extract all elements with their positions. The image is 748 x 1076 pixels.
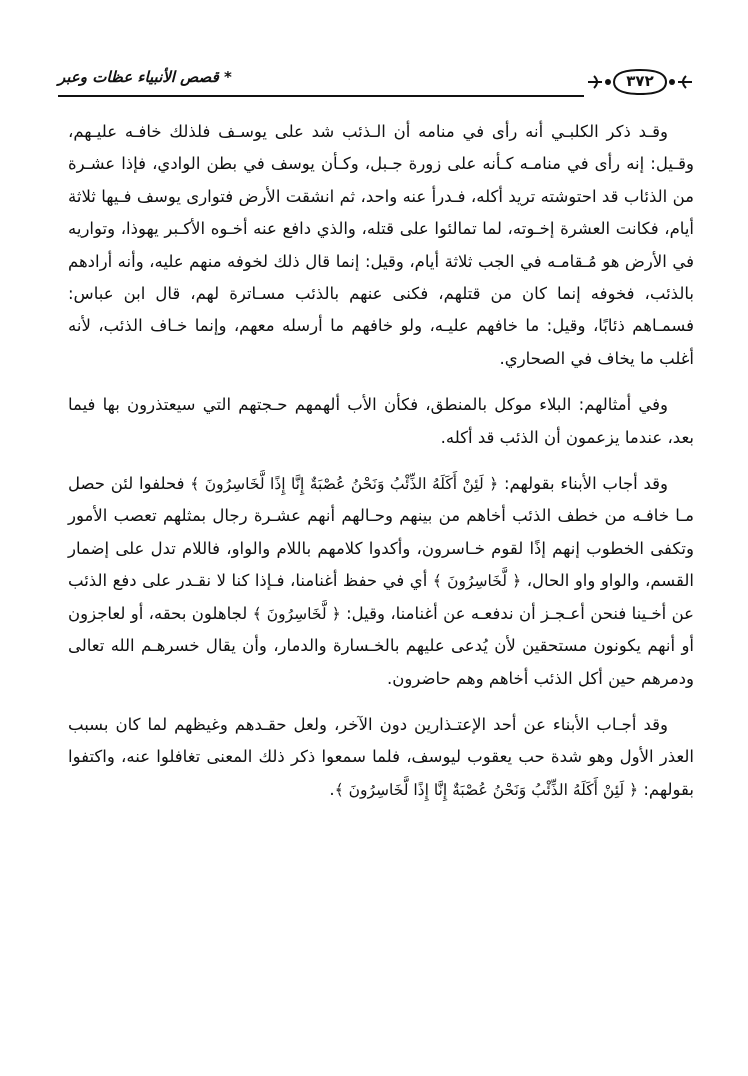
paragraph-text: وفي أمثالهم: البلاء موكل بالمنطق، فكأن الأب ألهمهم حـجتهم التي سيعتذرون بها فيما بعد، عندما يزعمون أن الذئب قد أكله. (68, 395, 694, 447)
quran-verse: ﴿ لَّخَاسِرُونَ ﴾ (432, 572, 522, 591)
paragraph-text: وقد أجـاب الأبناء عن أحد الإعتـذارين دون الآخر، ولعل حقـدهم وغيظهم لما كان بسبب العذر الأول وهو شدة حب يعقوب ليوسف، فلما سمعوا ذكر ذلك المعنى تغافلوا عنه، واكتفوا بقولهم: (68, 714, 694, 799)
running-title: * قصص الأنبياء عظات وعبر (58, 68, 232, 86)
paragraph-text: فحلفوا لئن حصل مـا خافـه من خطف الذئب أخاهم من بينهم وحـالهم أنهم عشـرة رجال بمثلهم تعصب الأمور وتكفى الخطوب إنهم إذًا لقوم خـاسرون، وأكدوا كلامهم باللام والواو، فاللام تدل على إضمار القسم، والواو واو الحال، (68, 474, 694, 591)
header-rule (58, 95, 584, 97)
paragraph-text: وقـد ذكر الكلبـي أنه رأى في منامه أن الـذئب شد على يوسـف فلذلك خافـه عليـهم، وقـيل: إنه رأى في منامـه كـأنه على زورة جـبل، وكـأن يوسف في بطن الوادي، فإذا عشـرة من الذئاب قد احتوشته تريد أكله، فـدرأ عنه واحد، ثم انشقت الأرض فتوارى يوسف فـيها ثلاثة أيام، فكانت العشرة إخـوته، لما تمالئوا على قتله، والذي دافع عنه أخـوه الأكـبر يهوذا، وتواريه في الأرض هو مُـقامـه في الجب ثلاثة أيام، وقيل: إنما قال ذلك لخوفه منهم عليه، وأنه أرادهم بالذئب، فخوفه إنما كان من قتلهم، فكنى عنهم بالذئب مسـاترة لهم، قال ابن عباس: فسمـاهم ذئابًا، وقيل: ما خافهم عليـه، ولو خافهم ما أرسله معهم، وإنما خـاف الذئب، لأنه أغلب ما يخاف في الصحاري. (68, 122, 694, 368)
main-text (68, 116, 694, 806)
paragraph-text: . (329, 779, 335, 799)
paragraph-text: أي في حفظ أغنامنا، فـإذا كنا لا نقـدر على دفع الذئب عن أخـينا فنحن أعـجـز أن ندفعـه عن أغنامنا، وقيل: (68, 571, 694, 623)
page-number: ٣٧٢ (626, 72, 654, 90)
quran-verse: ﴿ لَئِنْ أَكَلَهُ الذِّئْبُ وَنَحْنُ عُصْبَةٌ إِنَّا إِذًا لَّخَاسِرُونَ ﴾ (334, 780, 639, 799)
quran-verse: ﴿ لَئِنْ أَكَلَهُ الذِّئْبُ وَنَحْنُ عُصْبَةٌ إِنَّا إِذًا لَّخَاسِرُونَ ﴾ (190, 475, 499, 494)
page-header (58, 62, 696, 102)
page-number-ornament (584, 64, 696, 98)
paragraph-text: وقد أجاب الأبناء بقولهم: (498, 474, 669, 494)
paragraph (68, 389, 694, 454)
paragraph (68, 709, 694, 806)
paragraph (68, 116, 694, 375)
quran-verse: ﴿ لَّخَاسِرُونَ ﴾ (252, 604, 341, 623)
paragraph-text: لجاهلون بحقه، أو لعاجزون أو أنهم يكونون مستحقين لأن يُدعى عليهم بالخـسارة والدمار، وأن يقال خسرهـم الله تعالى ودمرهم حين أكل الذئب أخاهم وهم حاضرون. (68, 603, 694, 688)
paragraph (68, 468, 694, 695)
